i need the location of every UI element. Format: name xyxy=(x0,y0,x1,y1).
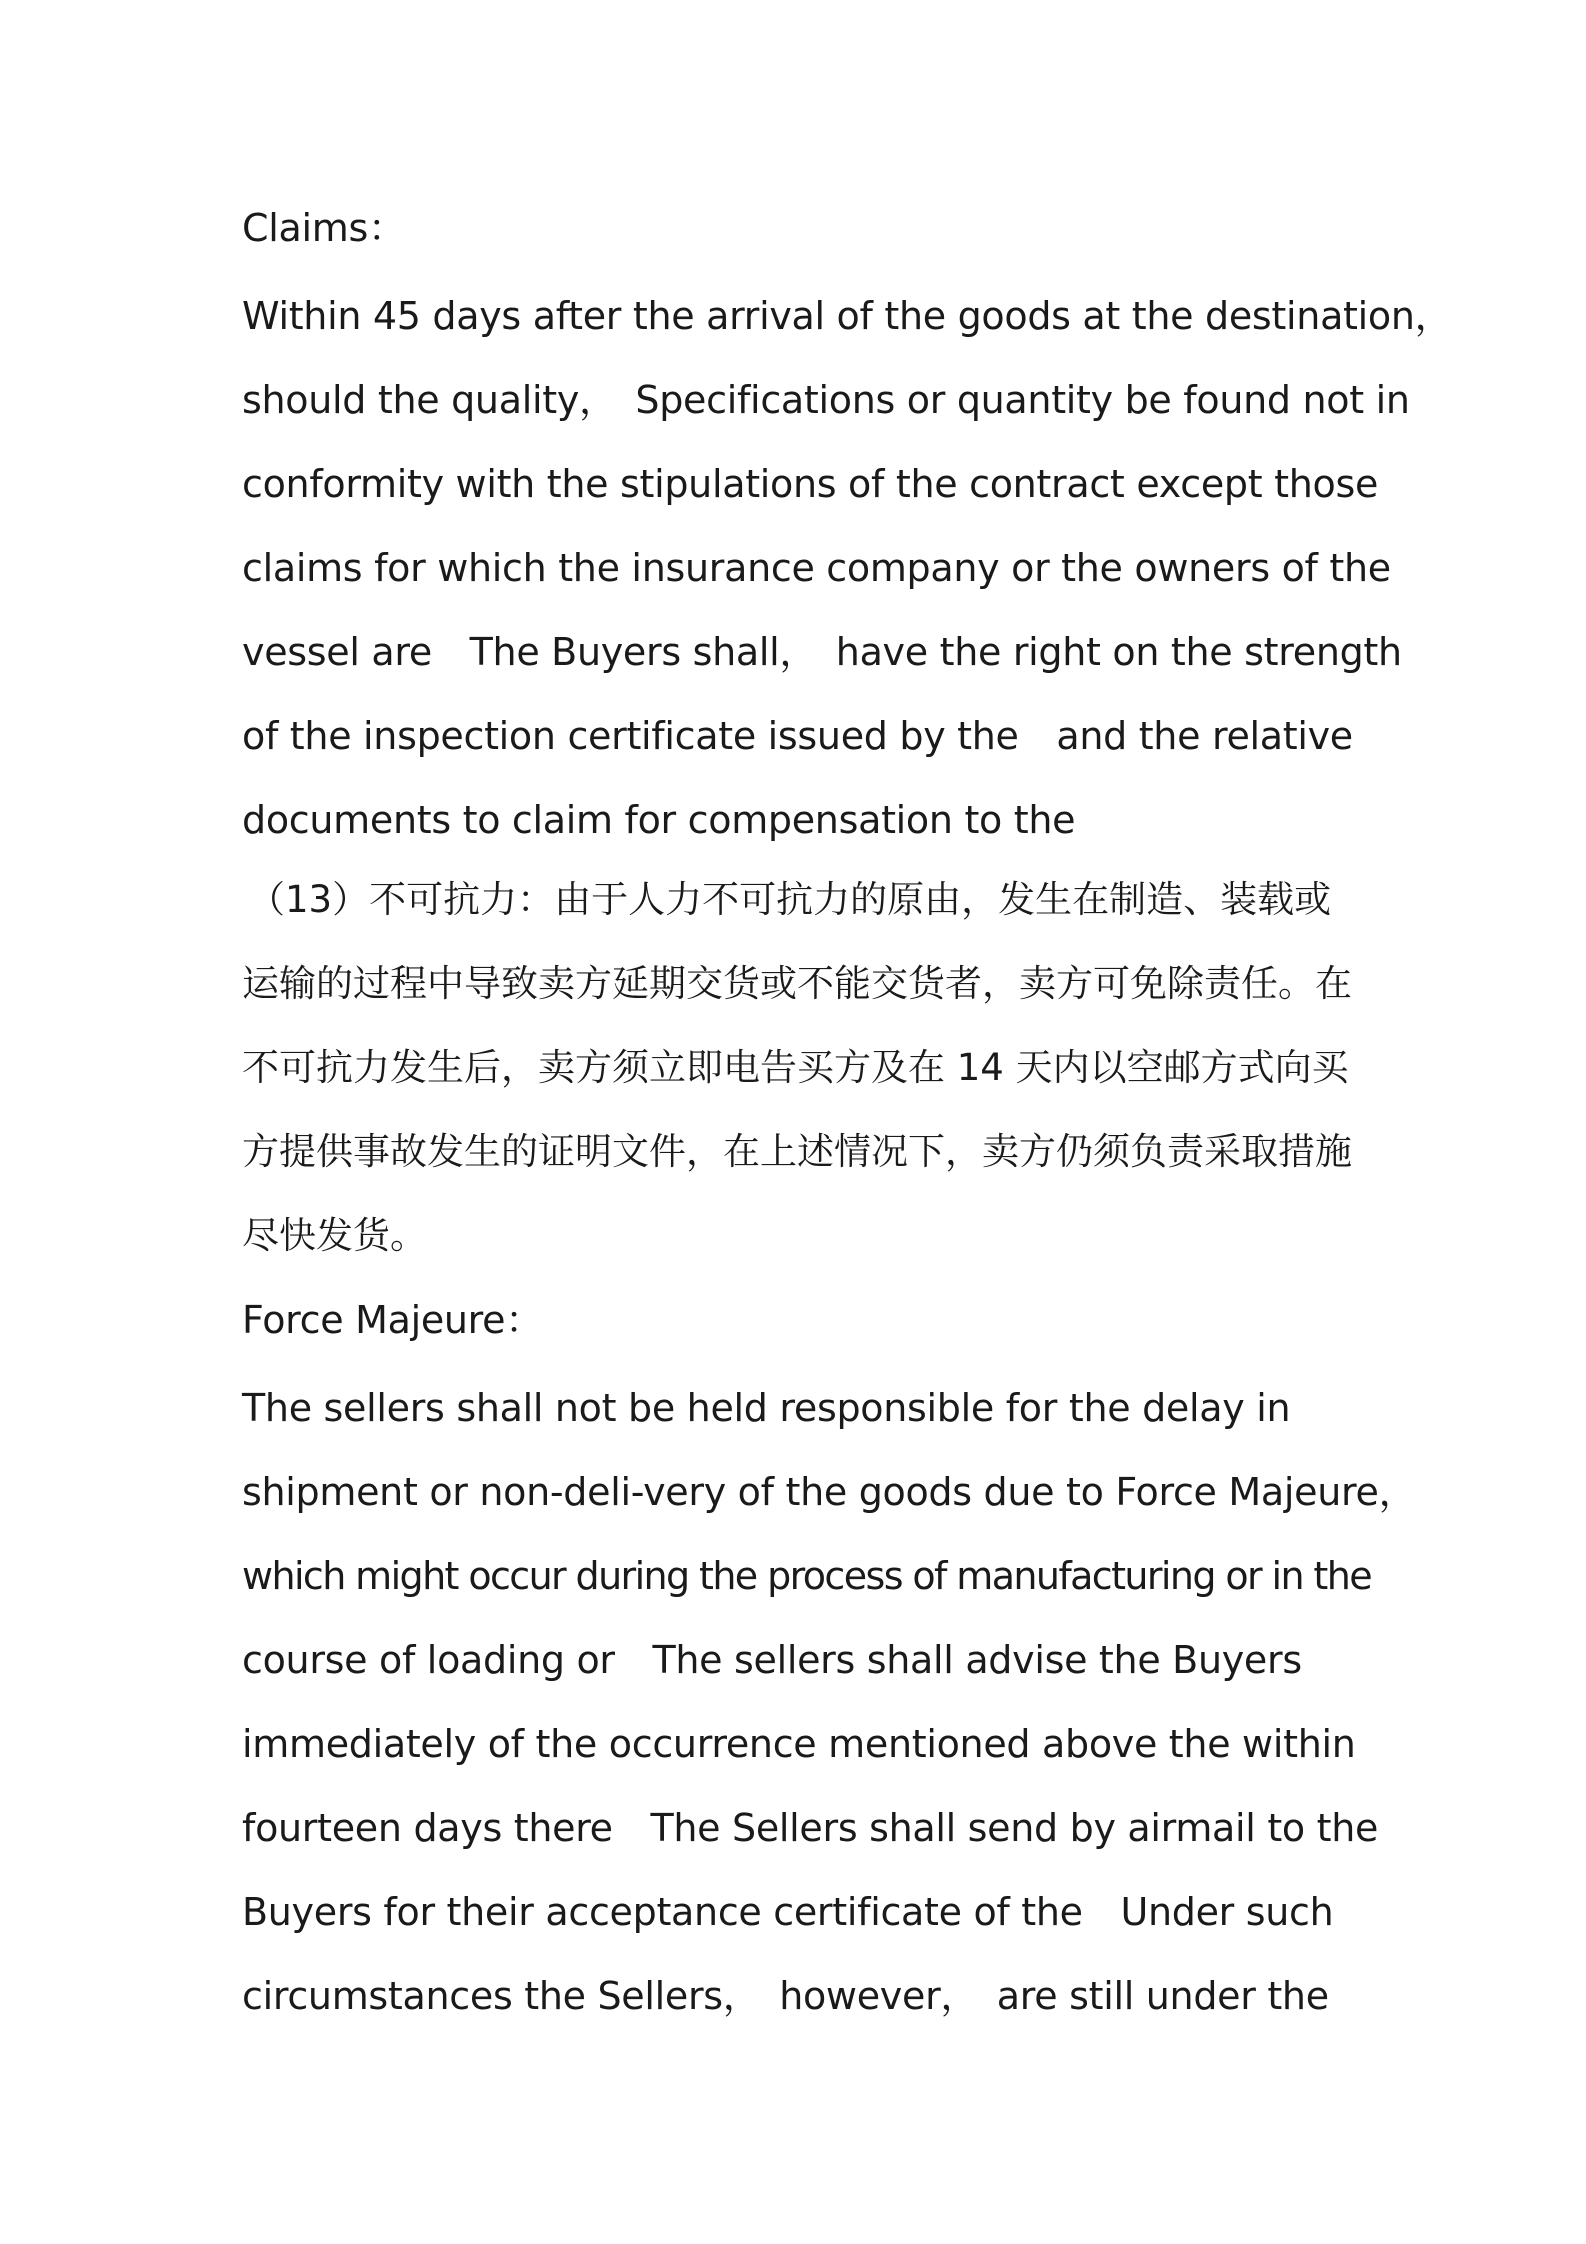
force-majeure-line-2: shipment or non-deli-very of the goods due to Force Majeure， xyxy=(242,1470,1417,1514)
claims-line-1: Within 45 days after the arrival of the goods at the destination， xyxy=(242,294,1453,338)
claims-heading: Claims： xyxy=(242,206,406,250)
force-majeure-cn-line-4: 方提供事故发生的证明文件，在上述情况下，卖方仍须负责采取措施 xyxy=(242,1130,1352,1173)
force-majeure-line-6: fourteen days there The Sellers shall send by airmail to the xyxy=(242,1806,1379,1850)
claims-line-3: conformity with the stipulations of the contract except those xyxy=(242,462,1379,506)
force-majeure-line-4: course of loading or The sellers shall advise the Buyers xyxy=(242,1638,1302,1682)
force-majeure-line-7: Buyers for their acceptance certificate of the Under such xyxy=(242,1890,1334,1934)
force-majeure-line-8: circumstances the Sellers， however， are still under the xyxy=(242,1974,1329,2018)
claims-line-6: of the inspection certificate issued by the and the relative xyxy=(242,714,1353,758)
force-majeure-cn-line-2: 运输的过程中导致卖方延期交货或不能交货者，卖方可免除责任。在 xyxy=(242,962,1352,1005)
claims-line-4: claims for which the insurance company or the owners of the xyxy=(242,546,1391,590)
claims-line-7: documents to claim for compensation to the xyxy=(242,798,1076,842)
force-majeure-cn-line-5: 尽快发货。 xyxy=(242,1214,427,1257)
claims-line-2: should the quality， Specifications or quantity be found not in xyxy=(242,378,1410,422)
force-majeure-heading: Force Majeure： xyxy=(242,1298,543,1342)
force-majeure-cn-line-3: 不可抗力发生后，卖方须立即电告买方及在 14 天内以空邮方式向买 xyxy=(242,1046,1349,1089)
claims-line-5: vessel are The Buyers shall， have the right on the strength xyxy=(242,630,1402,674)
force-majeure-line-5: immediately of the occurrence mentioned above the within xyxy=(242,1722,1356,1766)
force-majeure-cn-line-1: （13）不可抗力：由于人力不可抗力的原由，发生在制造、装载或 xyxy=(248,878,1332,921)
force-majeure-line-3: which might occur during the process of manufacturing or in the xyxy=(242,1554,1371,1598)
force-majeure-line-1: The sellers shall not be held responsible for the delay in xyxy=(242,1386,1291,1430)
